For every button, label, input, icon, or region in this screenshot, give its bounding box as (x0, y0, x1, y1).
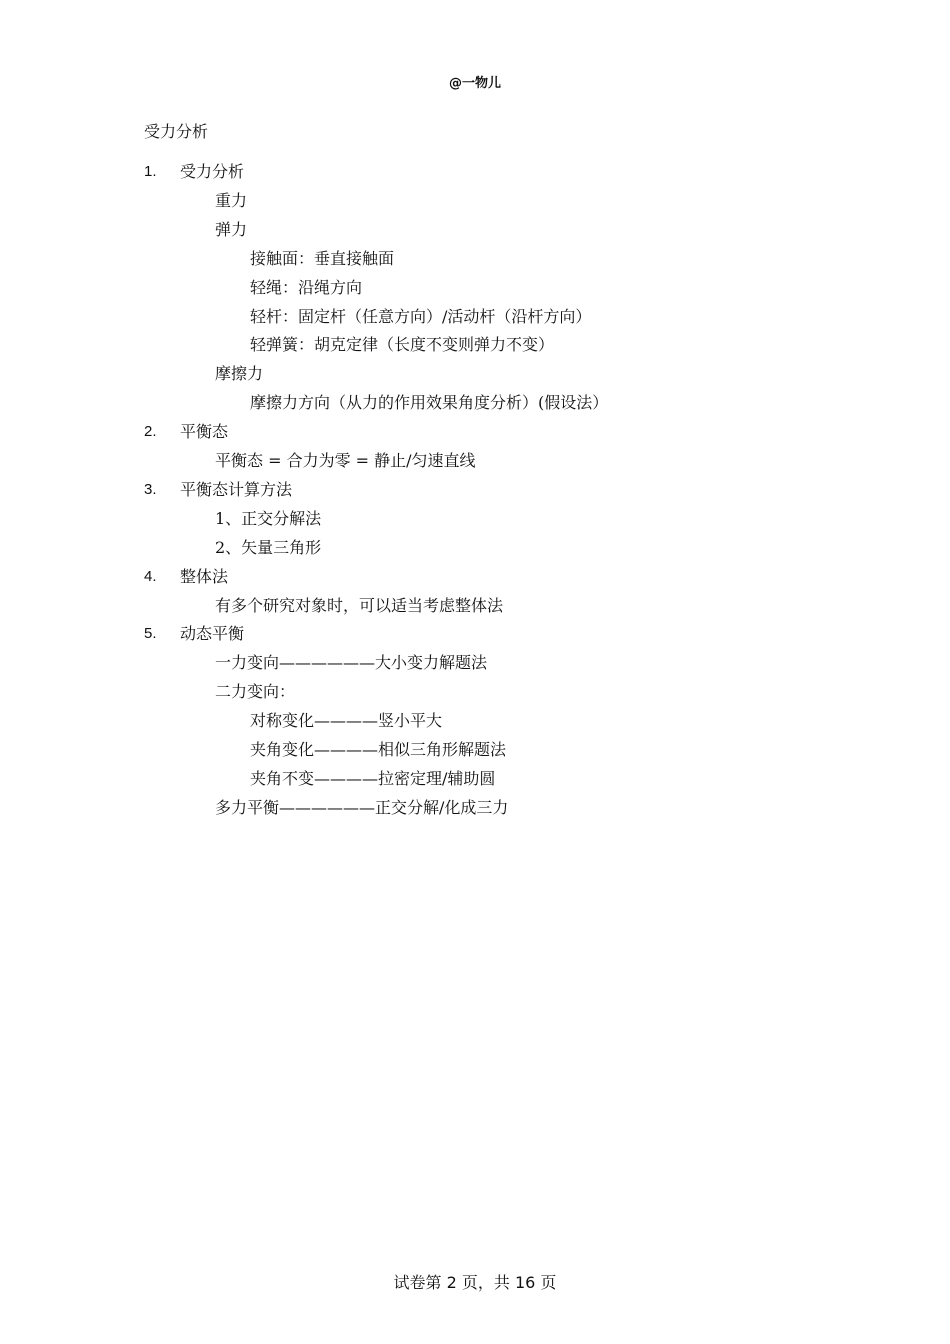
page-header: @一物儿 (448, 76, 501, 91)
outline-item-level-2: 轻弹簧：胡克定律（长度不变则弹力不变） (250, 335, 555, 354)
outline-number: 4. (144, 568, 157, 585)
outline-item-level-2: 夹角不变————拉密定理/辅助圆 (250, 769, 496, 788)
outline-item-level-2: 接触面：垂直接触面 (250, 249, 395, 268)
outline-item-level-2: 摩擦力方向（从力的作用效果角度分析）(假设法） (250, 393, 609, 412)
outline-item-level-1: 平衡态 = 合力为零 = 静止/匀速直线 (215, 451, 476, 470)
outline-item-level-0: 平衡态计算方法 (180, 480, 293, 499)
outline-item-level-1: 重力 (215, 191, 248, 210)
outline-item-level-1: 摩擦力 (215, 364, 264, 383)
outline-item-level-1: 1、正交分解法 (215, 509, 322, 528)
outline-item-level-1: 二力变向： (215, 682, 296, 701)
outline-item-level-1: 2、矢量三角形 (215, 538, 322, 557)
outline-item-level-2: 轻绳：沿绳方向 (250, 278, 363, 297)
outline-item-level-2: 轻杆：固定杆（任意方向）/活动杆（沿杆方向） (250, 307, 592, 326)
document-title: 受力分析 (144, 122, 209, 141)
outline-number: 3. (144, 481, 157, 498)
outline-item-level-2: 夹角变化————相似三角形解题法 (250, 740, 507, 759)
outline-item-level-0: 受力分析 (180, 162, 245, 181)
outline-number: 1. (144, 163, 157, 180)
outline-number: 2. (144, 423, 157, 440)
outline-item-level-1: 多力平衡——————正交分解/化成三力 (215, 798, 509, 817)
outline-number: 5. (144, 625, 157, 642)
outline-item-level-1: 弹力 (215, 220, 248, 239)
outline-item-level-1: 一力变向——————大小变力解题法 (215, 653, 488, 672)
outline-item-level-2: 对称变化————竖小平大 (250, 711, 443, 730)
outline-item-level-1: 有多个研究对象时，可以适当考虑整体法 (215, 596, 504, 615)
outline-item-level-0: 动态平衡 (180, 624, 245, 643)
outline-item-level-0: 整体法 (180, 567, 229, 586)
outline-item-level-0: 平衡态 (180, 422, 229, 441)
page-footer: 试卷第 2 页，共 16 页 (393, 1273, 557, 1292)
